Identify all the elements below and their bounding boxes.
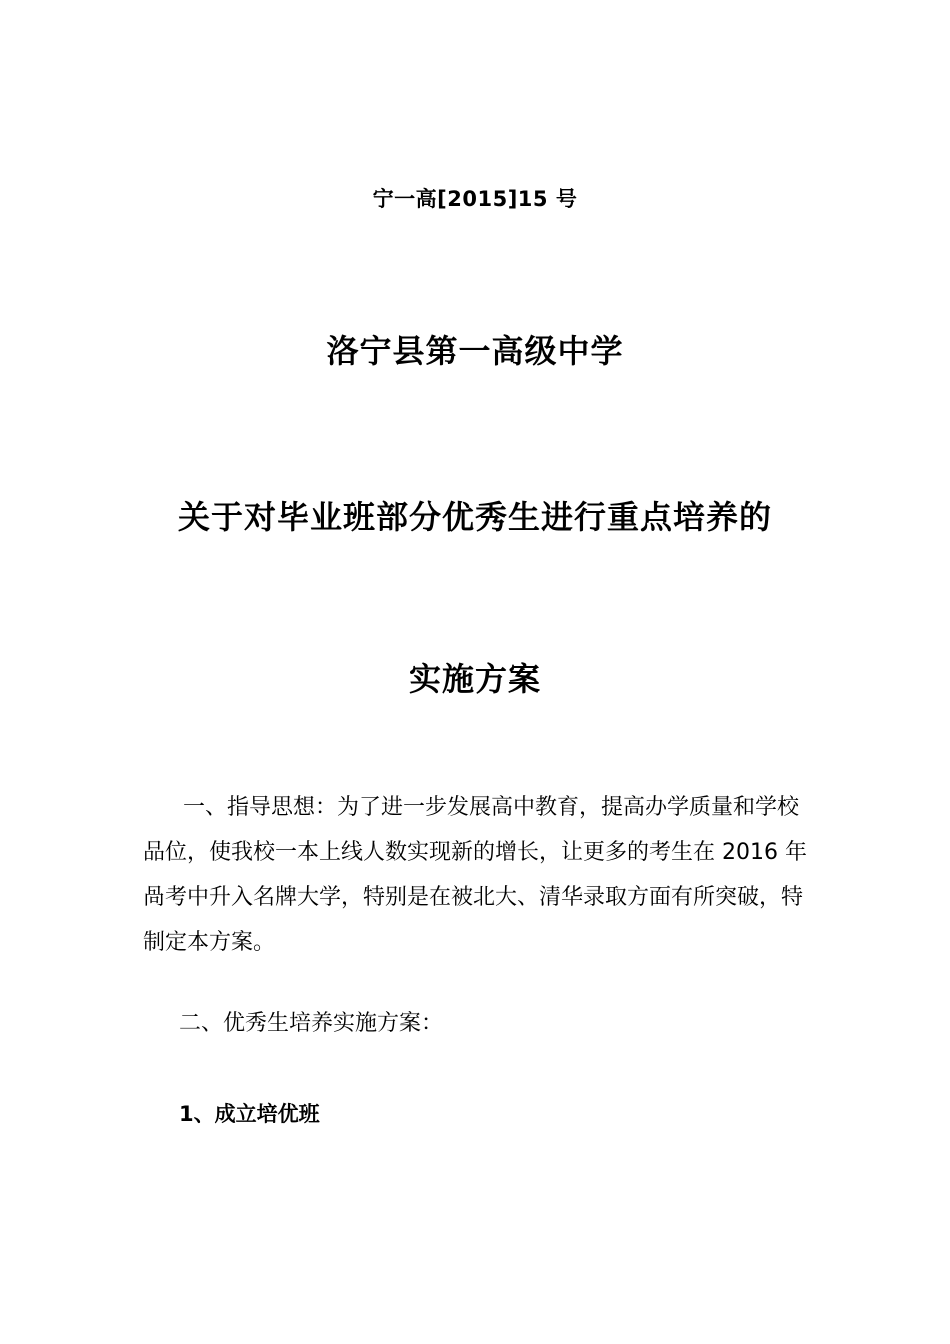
document-number: 宁一高[2015]15 号 xyxy=(372,187,578,211)
guiding-ideology-paragraph: 一、指导思想：为了进一步发展高中教育，提高办学质量和学校品位，使我校一本上线人数实现新的增长，让更多的考生在 2016 年咼考中升入名牌大学，特别是在被北大、清华录取方面有所突破，特制定本方案。 xyxy=(143,795,807,955)
title-school-name: 洛宁县第一高级中学 xyxy=(326,332,624,370)
title-subject-line: 关于对毕业班部分优秀生进行重点培养的 xyxy=(177,498,772,536)
title-plan-line: 实施方案 xyxy=(408,660,541,698)
subsection-1-heading: 1、成立培优班 xyxy=(179,1102,320,1126)
section-2-heading: 二、优秀生培养实施方案： xyxy=(179,1011,444,1036)
